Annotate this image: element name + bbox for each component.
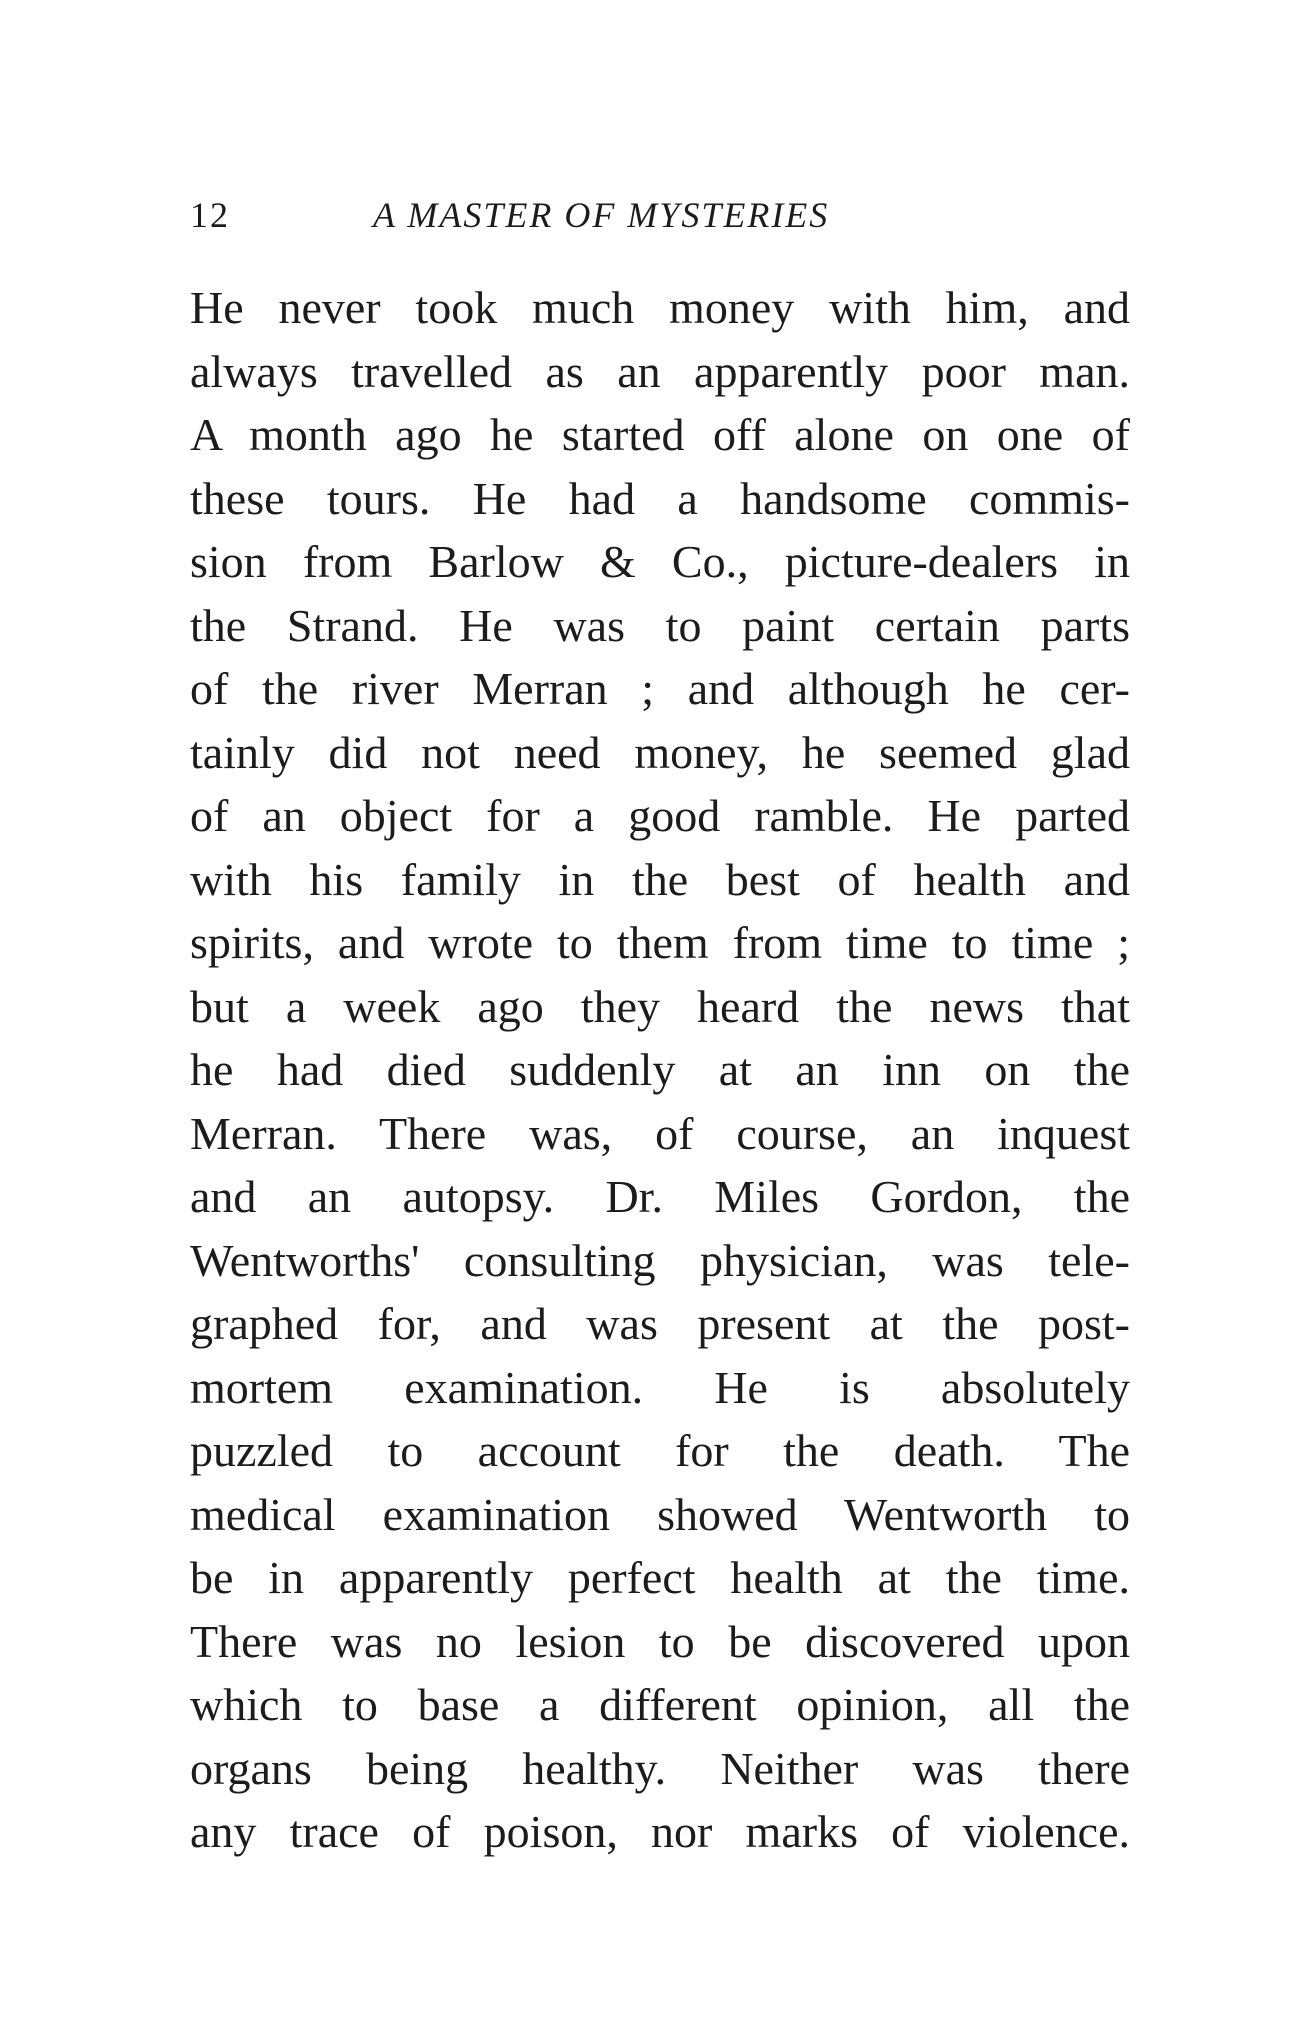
text-line: and an autopsy. Dr. Miles Gordon, the bbox=[190, 1171, 1130, 1222]
text-line: He never took much money with him, and bbox=[190, 282, 1130, 333]
text-line: Merran. There was, of course, an inquest bbox=[190, 1107, 1130, 1159]
text-line: of the river Merran ; and although he cer- bbox=[190, 663, 1130, 714]
text-line: graphed for, and was present at the post- bbox=[190, 1298, 1130, 1349]
running-head bbox=[190, 190, 950, 240]
text-line: these tours. He had a handsome commis- bbox=[190, 472, 1130, 524]
text-line: he had died suddenly at an inn on the bbox=[190, 1044, 1130, 1095]
page-number: 12 bbox=[190, 195, 230, 235]
text-line: be in apparently perfect health at the time. bbox=[190, 1552, 1130, 1603]
text-line: sion from Barlow & Co., picture-dealers in bbox=[190, 536, 1130, 587]
text-line: tainly did not need money, he seemed glad bbox=[190, 726, 1130, 778]
text-line: always travelled as an apparently poor man. bbox=[190, 345, 1130, 397]
text-line: There was no lesion to be discovered upon bbox=[190, 1615, 1130, 1667]
text-line: but a week ago they heard the news that bbox=[190, 980, 1130, 1032]
text-line: medical examination showed Wentworth to bbox=[190, 1488, 1130, 1540]
text-line: with his family in the best of health and bbox=[190, 853, 1130, 905]
text-line: the Strand. He was to paint certain parts bbox=[190, 599, 1130, 651]
book-title: A MASTER OF MYSTERIES bbox=[373, 195, 830, 235]
text-line: A month ago he started off alone on one of bbox=[190, 409, 1130, 460]
text-line: which to base a different opinion, all the bbox=[190, 1679, 1130, 1730]
text-line: mortem examination. He is absolutely bbox=[190, 1361, 1130, 1413]
text-line: any trace of poison, nor marks of violence. bbox=[190, 1806, 1130, 1857]
body-text bbox=[190, 276, 1130, 1864]
text-line: of an object for a good ramble. He parted bbox=[190, 790, 1130, 841]
text-line: puzzled to account for the death. The bbox=[190, 1425, 1130, 1476]
text-line: spirits, and wrote to them from time to time ; bbox=[190, 917, 1130, 968]
text-line: organs being healthy. Neither was there bbox=[190, 1742, 1130, 1794]
text-line: Wentworths' consulting physician, was tele- bbox=[190, 1234, 1130, 1286]
